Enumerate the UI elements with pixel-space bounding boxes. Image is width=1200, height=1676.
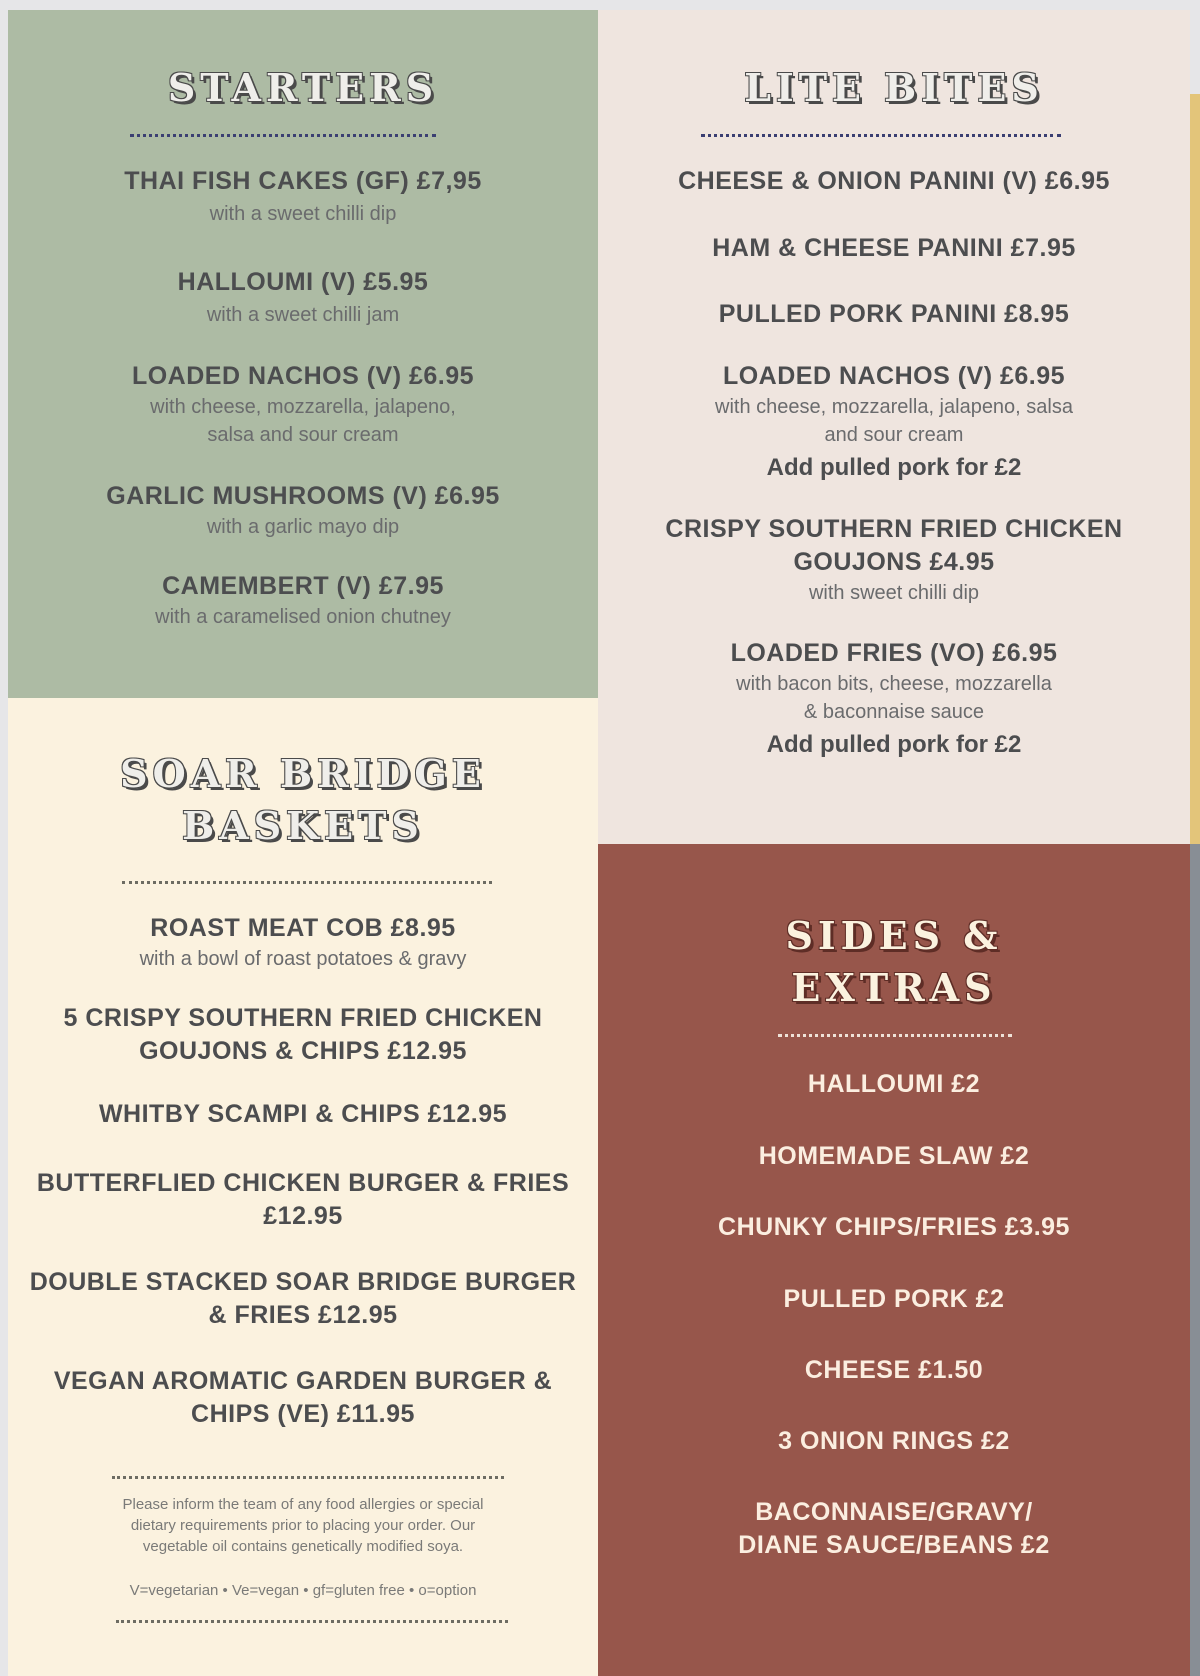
menu-item	[608, 360, 1180, 484]
sides-title: EXTRAS	[791, 965, 997, 1010]
item-description: with cheese, mozzarella, jalapeno,	[150, 396, 456, 418]
starters-title: STARTERS	[167, 65, 439, 110]
sides-panel	[598, 844, 1190, 1676]
sides-title: SIDES &	[785, 913, 1003, 958]
menu-item	[18, 165, 588, 228]
item-addon: Add pulled pork for £2	[766, 731, 1022, 758]
item-name: £12.95	[263, 1202, 343, 1230]
menu-item	[18, 480, 588, 541]
item-name: 5 CRISPY SOUTHERN FRIED CHICKEN	[63, 1004, 543, 1032]
lite-bites-divider	[701, 134, 1061, 137]
menu-item	[18, 1098, 588, 1131]
menu-item	[608, 1496, 1180, 1562]
baskets-panel	[8, 698, 598, 1676]
item-name: LOADED NACHOS (V) £6.95	[722, 362, 1066, 390]
item-description: and sour cream	[824, 424, 964, 446]
item-name: BACONNAISE/GRAVY/	[755, 1498, 1033, 1526]
item-name: THAI FISH CAKES (GF) £7,95	[124, 167, 482, 195]
menu-item	[18, 1002, 588, 1068]
item-name: CHEESE £1.50	[804, 1356, 984, 1384]
menu-item	[608, 1140, 1180, 1173]
item-name: ROAST MEAT COB £8.95	[150, 914, 456, 942]
item-name: VEGAN AROMATIC GARDEN BURGER &	[53, 1367, 553, 1395]
allergy-notice-line: vegetable oil contains genetically modified soya.	[142, 1538, 464, 1555]
item-description: with bacon bits, cheese, mozzarella	[736, 673, 1052, 695]
menu-item	[18, 912, 588, 973]
item-name: HALLOUMI £2	[807, 1070, 981, 1098]
item-name: CAMEMBERT (V) £7.95	[162, 572, 444, 600]
item-name: HOMEMADE SLAW £2	[758, 1142, 1030, 1170]
dietary-key: V=vegetarian • Ve=vegan • gf=gluten free • o=option	[129, 1582, 477, 1599]
item-description: with a sweet chilli dip	[209, 203, 397, 225]
item-description: with cheese, mozzarella, jalapeno, salsa	[715, 396, 1073, 418]
item-name: BUTTERFLIED CHICKEN BURGER & FRIES	[36, 1169, 570, 1197]
item-name: HALLOUMI (V) £5.95	[177, 268, 429, 296]
notice-divider	[112, 1476, 504, 1479]
menu-item	[18, 570, 588, 631]
baskets-title: SOAR BRIDGE	[120, 751, 486, 796]
menu-item	[18, 266, 588, 329]
item-name: LOADED NACHOS (V) £6.95	[131, 362, 475, 390]
notice-divider	[116, 1620, 508, 1623]
item-name: PULLED PORK £2	[783, 1285, 1005, 1313]
item-name: 3 ONION RINGS £2	[778, 1427, 1010, 1455]
menu-item	[18, 1266, 588, 1332]
menu-item	[608, 1068, 1180, 1101]
item-description: with sweet chilli dip	[808, 582, 980, 604]
item-name: DIANE SAUCE/BEANS £2	[738, 1531, 1050, 1559]
item-name: HAM & CHEESE PANINI £7.95	[712, 234, 1076, 262]
menu-item	[608, 637, 1180, 761]
item-name: & FRIES £12.95	[208, 1301, 398, 1329]
lite-bites-panel	[598, 10, 1190, 844]
sides-divider	[778, 1034, 1012, 1037]
item-name: PULLED PORK PANINI £8.95	[718, 300, 1070, 328]
menu-item	[608, 298, 1180, 331]
item-description: with a sweet chilli jam	[206, 304, 400, 326]
item-name: GOUJONS £4.95	[793, 548, 995, 576]
baskets-title: BASKETS	[182, 803, 424, 848]
item-name: WHITBY SCAMPI & CHIPS £12.95	[98, 1100, 508, 1128]
item-name: GARLIC MUSHROOMS (V) £6.95	[106, 482, 500, 510]
item-name: CHIPS (VE) £11.95	[191, 1400, 415, 1428]
item-name: DOUBLE STACKED SOAR BRIDGE BURGER	[29, 1268, 577, 1296]
item-name: CHEESE & ONION PANINI (V) £6.95	[678, 167, 1110, 195]
item-description: & baconnaise sauce	[803, 701, 985, 723]
menu-item	[608, 513, 1180, 607]
baskets-divider	[122, 881, 492, 884]
starters-panel	[8, 10, 598, 698]
item-description: with a garlic mayo dip	[206, 516, 400, 538]
item-addon: Add pulled pork for £2	[766, 454, 1022, 481]
item-description: with a bowl of roast potatoes & gravy	[139, 948, 467, 970]
menu-item	[608, 1354, 1180, 1387]
item-name: LOADED FRIES (VO) £6.95	[730, 639, 1058, 667]
menu-item	[608, 232, 1180, 265]
menu-item	[608, 1211, 1180, 1244]
menu-item	[18, 1167, 588, 1233]
item-description: salsa and sour cream	[207, 424, 399, 446]
starters-divider	[130, 134, 436, 137]
item-name: GOUJONS & CHIPS £12.95	[139, 1037, 467, 1065]
allergy-notice-line: dietary requirements prior to placing your order. Our	[130, 1517, 476, 1534]
allergy-notice-line: Please inform the team of any food allergies or special	[122, 1496, 484, 1513]
item-name: CHUNKY CHIPS/FRIES £3.95	[718, 1213, 1070, 1241]
lite-bites-title: LITE BITES	[744, 65, 1044, 110]
menu-item	[608, 1283, 1180, 1316]
menu-item	[18, 360, 588, 449]
menu-item	[608, 1425, 1180, 1458]
menu-item	[18, 1365, 588, 1431]
menu-item	[608, 165, 1180, 198]
item-description: with a caramelised onion chutney	[155, 606, 451, 628]
accent-strip	[1190, 94, 1200, 844]
allergy-notice	[98, 1494, 508, 1557]
edge-strip	[1190, 844, 1200, 1676]
item-name: CRISPY SOUTHERN FRIED CHICKEN	[665, 515, 1123, 543]
